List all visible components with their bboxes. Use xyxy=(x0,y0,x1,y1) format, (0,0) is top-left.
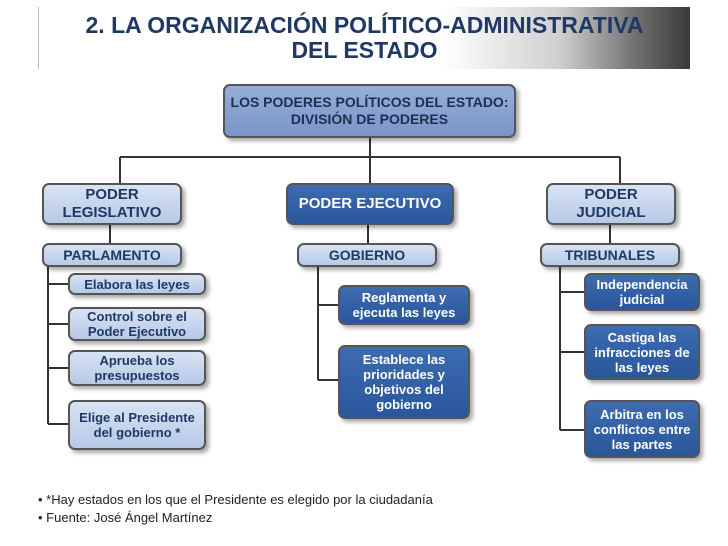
function-line: las partes xyxy=(611,436,673,452)
parlamento-function xyxy=(68,307,206,341)
function-line: objetivos del xyxy=(364,382,444,397)
power-legislativo xyxy=(42,183,182,225)
function-line: judicial xyxy=(619,292,665,307)
power-legislativo-line-2: LEGISLATIVO xyxy=(62,204,162,221)
organ-gobierno-label: GOBIERNO xyxy=(328,247,406,263)
function-line: infracciones de xyxy=(594,344,690,360)
function-line: prioridades y xyxy=(363,367,445,382)
function-line: Establece las xyxy=(362,352,446,367)
gobierno-function xyxy=(338,345,470,419)
root-line-3: DIVISIÓN DE PODERES xyxy=(290,111,449,127)
tribunales-function xyxy=(584,324,700,380)
function-line: Castiga las xyxy=(607,329,677,345)
power-legislativo-line-1: PODER xyxy=(85,186,139,203)
function-line: Presidente del xyxy=(93,410,195,440)
function-line: las leyes xyxy=(614,359,670,375)
power-ejecutivo xyxy=(286,183,454,225)
tribunales-function xyxy=(584,400,700,458)
parlamento-function xyxy=(68,400,206,450)
power-ejecutivo-line-1: PODER xyxy=(298,195,353,212)
power-judicial-line-1: PODER xyxy=(584,186,638,203)
power-judicial-line-2: JUDICIAL xyxy=(576,204,646,221)
function-line: Arbitra en los xyxy=(600,406,684,422)
parlamento-function xyxy=(68,350,206,386)
function-line: Aprueba los xyxy=(99,353,175,368)
function-line: presupuestos xyxy=(94,368,180,383)
function-line: gobierno xyxy=(376,397,432,412)
root-line-2: ESTADO: xyxy=(446,94,509,110)
power-judicial xyxy=(546,183,676,225)
organ-parlamento-label: PARLAMENTO xyxy=(63,247,161,263)
footer-note: • *Hay estados en los que el Presidente es elegido por la ciudadanía xyxy=(38,492,433,507)
tribunales-function xyxy=(584,273,700,311)
root-node xyxy=(223,84,516,138)
organ-gobierno xyxy=(297,243,437,267)
function-line: ejecuta las leyes xyxy=(352,305,456,320)
gobierno-function xyxy=(338,285,470,325)
footer-source: • Fuente: José Ángel Martínez xyxy=(38,510,213,525)
organ-tribunales-label: TRIBUNALES xyxy=(564,247,656,263)
title-line-1: 2. LA ORGANIZACIÓN POLÍTICO-ADMINISTRATIVA xyxy=(85,12,644,38)
function-line: conflictos entre xyxy=(593,421,691,437)
power-ejecutivo-line-2: EJECUTIVO xyxy=(356,195,442,212)
function-line: Control sobre el xyxy=(87,309,187,324)
function-line: Elabora las leyes xyxy=(84,276,190,292)
parlamento-function xyxy=(68,273,206,295)
root-line-1: LOS PODERES POLÍTICOS DEL xyxy=(230,94,443,110)
function-line: Independencia xyxy=(596,277,688,292)
organ-tribunales xyxy=(540,243,680,267)
function-line: Poder Ejecutivo xyxy=(87,324,187,339)
function-line: gobierno * xyxy=(116,425,181,440)
organ-parlamento xyxy=(42,243,182,267)
function-line: Reglamenta y xyxy=(361,290,447,305)
function-line: Elige al xyxy=(79,410,125,425)
title-line-2: DEL ESTADO xyxy=(291,37,438,63)
